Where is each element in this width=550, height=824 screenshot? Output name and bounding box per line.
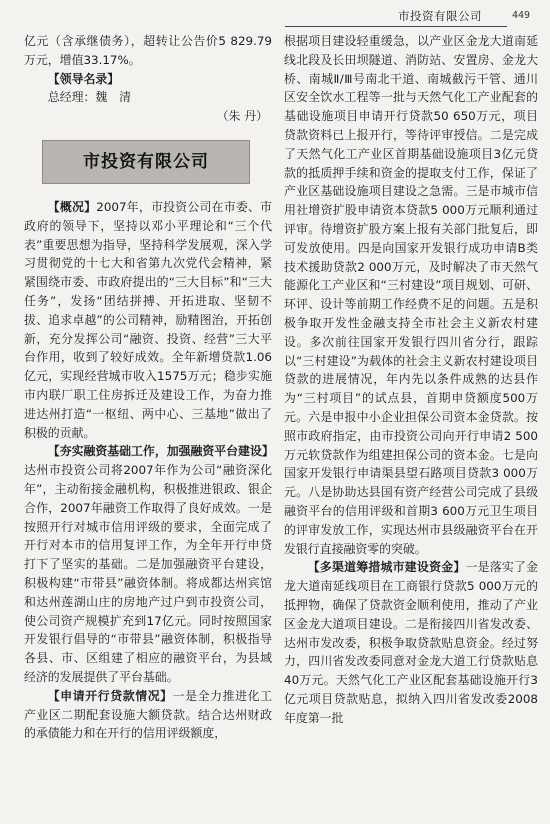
overview-text: 2007年，市投资公司在市委、市政府的领导下，坚持以邓小平理论和“三个代表”重要思想为指导，坚持科学发展观，深入学习贯彻党的十七大和省第九次党代会精神，紧紧围绕市委、市政府提出的“三大目标”和“三大任务”，发扬“团结拼搏、开拓进取、坚韧不拔、追求卓越”的公司精神，励精图治，开拓创新，充分发挥公司“融资、投资、经营”三大平台作用，收到了较好成效。全年新增贷款1.06亿元，实现经营城市收入1575万元；稳步实施市内联厂职工住房拆迁及建设工作，为奋力推进达州打造“一枢纽、两中心、三基地”做出了积极的贡献。 xyxy=(24,199,272,440)
running-title: 市投资有限公司 xyxy=(398,9,482,23)
section-banner xyxy=(42,140,250,184)
overview-paragraph xyxy=(24,198,272,442)
leadership-heading xyxy=(24,70,272,89)
intro-paragraph: 亿元（含承继债务），超转让公告价5 829.79万元，增值33.17%。 xyxy=(24,34,272,67)
page-number: 449 xyxy=(512,10,531,21)
section2-text: 一是全力推进化工产业区二期配套设施大额贷款。结合达州财政的承债能力和在开行的信用评级额度， xyxy=(24,688,272,741)
author-signature: （朱 丹） xyxy=(216,109,268,124)
leadership-line: 总经理：魏 清 xyxy=(47,90,132,105)
section3-paragraph xyxy=(284,558,538,727)
section1-label: 【夯实融资基础工作，加强融资平台建设】 xyxy=(47,444,274,459)
banner-title: 市投资有限公司 xyxy=(83,151,209,172)
section2-label: 【申请开行贷款情况】 xyxy=(47,688,173,703)
section2-paragraph xyxy=(24,687,272,743)
page-header xyxy=(0,0,550,24)
header-rule xyxy=(285,26,507,27)
left-column xyxy=(24,32,272,743)
leadership-label: 【领导名录】 xyxy=(47,71,120,86)
section3-text: 一是落实了金龙大道南延线项目在工商银行贷款5 000万元的抵押物，确保了贷款资金顺利使用，推动了产业区金龙大道项目建设。二是衔接四川省发改委、达州市发改委，积极争取贷款贴息资金。经过努力，四川省发改委同意对金龙大道工行贷款贴息40万元。天然气化工产业区配套基础设施开行3亿元项目贷款贴息，拟纳入四川省发改委2008年度第一批 xyxy=(284,560,538,725)
section1-paragraph xyxy=(24,442,272,686)
overview-label: 【概况】 xyxy=(47,199,97,214)
continued-paragraph: 根据项目建设轻重缓急，以产业区金龙大道南延线北段及长田坝隧道、消防站、安置房、金龙大桥、南城Ⅱ/Ⅲ号南北干道、南城截污干管、通川区安全饮水工程等一批与天然气化工产业配套的基础设施项目申请开行贷款50 650万元，项目贷款资料已上报开行，等待评审授信。二是完成了天然气化工产业区首期基础设施项目3亿元贷款的抵质押手续和资金的提取支付工作，保证了产业区基础设施项目建设之急需。三是市城市信用社增资扩股申请资本贷款5 000万元顺利通过评审。待增资扩股方案上报有关部门批复后，即可发放使用。四是向国家开发银行成功申请B类技术援助贷款2 000万元，及时解决了市天然气能源化工产业区和“三村建设”项目规划、可研、环评、设计等前期工作经费不足的问题。五是积极争取开发性金融支持全市社会主义新农村建设。多次前往国家开发银行四川省分行，跟踪以“三村建设”为载体的社会主义新农村建设项目贷款的进展情况，年内先以条件成熟的达县作为“三村项目”的试点县，首期申贷额度500万元。六是申报中小企业担保公司资本金贷款。按照市政府指定，由市投资公司向开行申请2 500万元软贷款作为组建担保公司的资本金。七是向国家开发银行申请渠县望石路项目贷款3 000万元。八是协助达县国有资产经营公司完成了县级融资平台的信用评级和首期3 600万元卫生项目的评审发放工作，实现达州市县级融资平台在开发银行直接融资零的突破。 xyxy=(284,34,538,556)
section1-text: 达州市投资公司将2007年作为公司“融资深化年”，主动衔接金融机构，积极推进银政、银企合作，2007年融资工作取得了良好成效。一是按照开行对城市信用评级的要求，全面完成了开行对本市的信用复评工作，为全年开行申贷打下了坚实的基础。二是加强融资平台建设，积极构建“市带县”融资体制。将成都达州宾馆和达州莲湖山庄的房地产过户到市投资公司，使公司资产规模扩充到17亿元。同时按照国家开发银行倡导的“市带县”融资体制，积极指导各县、市、区组建了相应的融资平台，为县域经济的发展提供了平台基础。 xyxy=(24,463,272,684)
section3-label: 【多渠道筹措城市建设资金】 xyxy=(307,560,466,575)
right-column xyxy=(284,32,538,727)
